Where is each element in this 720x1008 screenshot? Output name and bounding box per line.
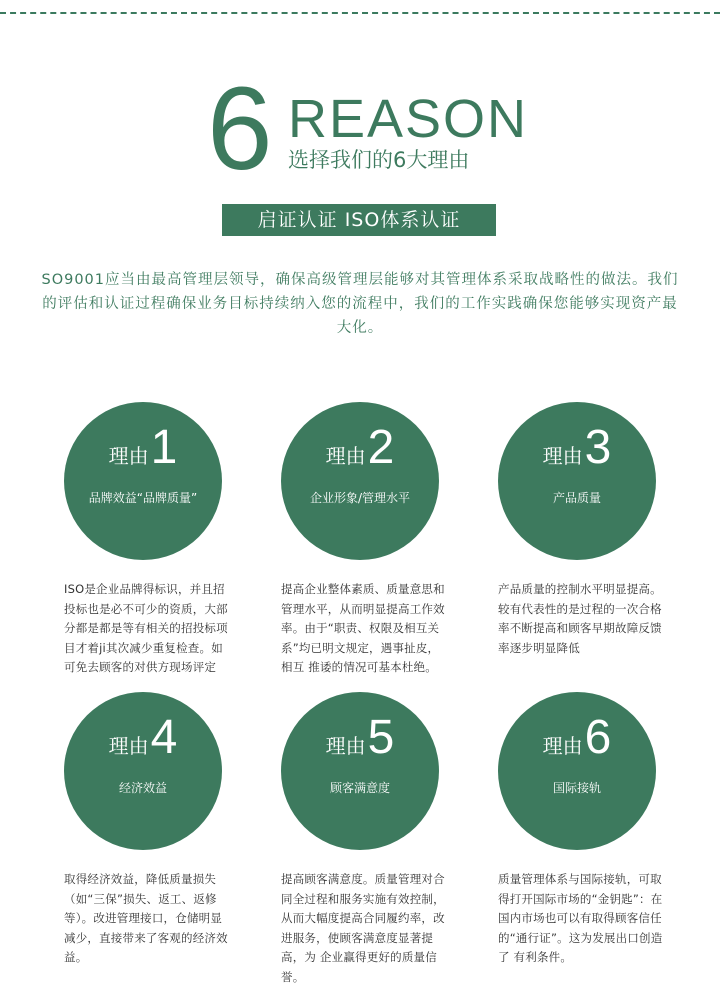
reason-description: 取得经济效益，降低质量损失（如“三保”损失、返工、返修等）。改进管理接口，仓储明显减少，直接带来了客观的经济效益。: [64, 872, 228, 964]
reason-subtitle: 企业形象/管理水平: [309, 491, 411, 505]
reason-circle: [281, 402, 439, 560]
reason-description: 提高企业整体素质、质量意思和管理水平，从而明显提高工作效 率。由于“职责、权限及相互关系”均已明文规定，遇事扯皮，相互 推诿的情况可基本杜绝。: [281, 582, 445, 674]
reason-circle: [498, 692, 656, 850]
hero-subtitle: 选择我们的6大理由: [288, 148, 470, 172]
reason-number: 1: [150, 421, 178, 474]
reason-title: [64, 710, 222, 766]
reason-circle: [498, 402, 656, 560]
reason-subtitle: 顾客满意度: [329, 781, 390, 795]
reason-title: [64, 420, 222, 476]
reason-number: 2: [367, 421, 395, 474]
reason-description: 质量管理体系与国际接轨，可取得打开国际市场的“金钥匙”：在 国内市场也可以有取得顾客信任的“通行证”。这为发展出口创造了 有利条件。: [498, 872, 663, 964]
reason-description: 提高顾客满意度。质量管理对合同全过程和服务实施有效控制， 从而大幅度提高合同履约率，改进服务，使顾客满意度显著提高，为 企业赢得更好的质量信誉。: [281, 872, 445, 984]
reason-label: 理由: [325, 444, 366, 468]
reason-subtitle: 国际接轨: [552, 781, 601, 795]
reason-label: 理由: [542, 734, 583, 758]
reason-label: 理由: [108, 444, 149, 468]
reason-label: 理由: [542, 444, 583, 468]
reason-circle: [64, 402, 222, 560]
intro-paragraph: SO9001应当由最高管理层领导，确保高级管理层能够对其管理体系采取战略性的做法。我们的评估和认证过程确保业务目标持续纳入您的流程中，我们的工作实践确保您能够实现资产最大化。: [41, 272, 679, 336]
reason-number: 5: [367, 711, 395, 764]
reason-subtitle: 经济效益: [118, 781, 167, 795]
section-banner: 启证认证 ISO体系认证: [222, 204, 496, 236]
reason-title: [281, 710, 439, 766]
reason-title: [498, 710, 656, 766]
hero-word: REASON: [288, 89, 529, 149]
reason-number: 3: [584, 421, 612, 474]
reason-circle: [64, 692, 222, 850]
top-dashed-divider: [0, 12, 720, 14]
reason-title: [281, 420, 439, 476]
reason-number: 6: [584, 711, 612, 764]
hero-number: 6: [207, 63, 271, 195]
hero-heading: [0, 63, 720, 195]
reason-title: [498, 420, 656, 476]
reason-label: 理由: [108, 734, 149, 758]
reason-subtitle: 品牌效益“品牌质量”: [88, 491, 198, 505]
reason-number: 4: [150, 711, 178, 764]
reason-subtitle: 产品质量: [552, 491, 601, 505]
reason-description: 产品质量的控制水平明显提高。较有代表性的是过程的一次合格 率不断提高和顾客早期故障反馈率逐步明显降低: [498, 582, 662, 655]
reason-description: ISO是企业品牌得标识，并且招投标也是必不可少的资质，大部分都是都是等有相关的招投标项目才着ji其次减少重复检查。如可免去顾客的对供方现场评定: [64, 582, 228, 674]
reason-circle: [281, 692, 439, 850]
reason-label: 理由: [325, 734, 366, 758]
